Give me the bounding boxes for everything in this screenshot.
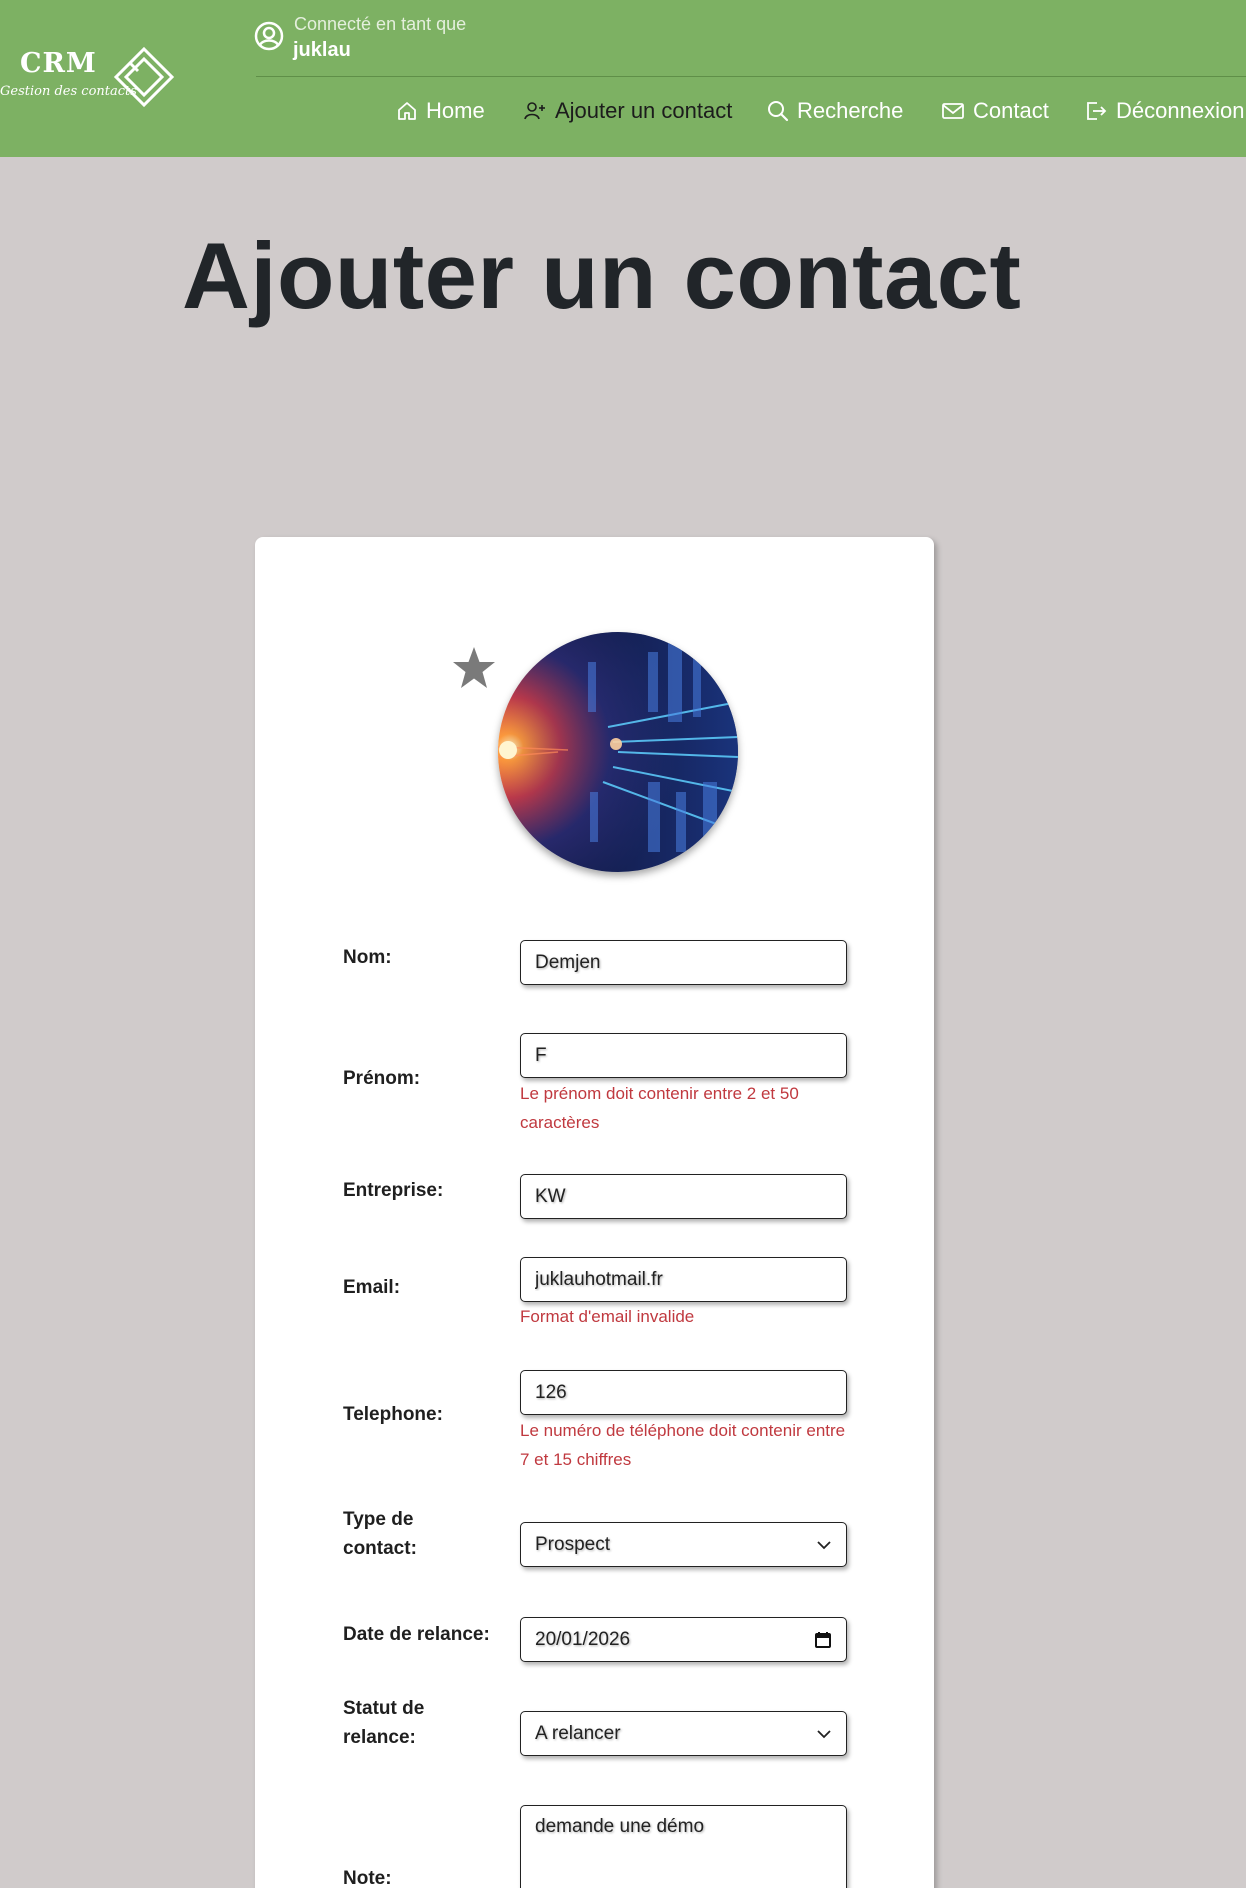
nav-logout[interactable] [1084,96,1244,126]
email-error: Format d'email invalide [520,1307,695,1326]
nav-contact[interactable] [941,96,1049,126]
nav-contact-label: Contact [973,98,1049,123]
prenom-input[interactable] [520,1033,847,1078]
chevron-down-icon [816,1729,832,1739]
logout-icon [1084,100,1108,122]
header-divider [256,76,1246,77]
logo-subtitle: Gestion des contacts [0,84,137,99]
telephone-input[interactable] [520,1370,847,1415]
envelope-icon [941,101,965,121]
email-label: Email: [343,1277,401,1298]
contact-form-card [255,537,934,1888]
nav-add-contact[interactable] [523,96,732,126]
note-value: demande une démo [535,1816,705,1837]
entreprise-value: KW [535,1185,566,1207]
date-relance-value: 20/01/2026 [535,1628,631,1650]
telephone-error: Le numéro de téléphone doit contenir entre 7 et 15 chiffres [520,1421,846,1469]
logged-as-caption: Connecté en tant que [294,14,467,34]
entreprise-label: Entreprise: [343,1180,444,1201]
nom-input[interactable] [520,940,847,985]
entreprise-input[interactable] [520,1174,847,1219]
user-plus-icon [523,100,547,122]
type-contact-select[interactable] [520,1522,847,1567]
nav-logout-label: Déconnexion [1116,98,1245,123]
nav-home[interactable] [396,96,485,126]
date-relance-input[interactable] [520,1617,847,1662]
contact-photo[interactable] [498,632,738,872]
nav-search-label: Recherche [797,98,904,123]
type-contact-value: Prospect [535,1533,610,1555]
top-navbar [0,0,1246,157]
nom-value: Demjen [535,951,601,973]
user-circle-icon [254,21,284,51]
nav-search[interactable] [767,96,903,126]
nav-add-contact-label: Ajouter un contact [555,98,733,123]
telephone-label: Telephone: [343,1404,443,1425]
prenom-value: F [535,1044,547,1066]
telephone-value: 126 [535,1381,567,1403]
search-icon [767,100,789,122]
statut-relance-select[interactable] [520,1711,847,1756]
star-icon[interactable] [451,645,497,691]
page-title: Ajouter un contact [182,223,1022,328]
username: juklau [293,39,351,61]
statut-relance-value: A relancer [535,1722,621,1744]
nom-label: Nom: [343,947,392,968]
statut-relance-label: Statut de relance: [343,1698,425,1748]
nav-home-label: Home [426,98,485,123]
contact-photo-image [498,632,738,872]
type-contact-label: Type de contact: [343,1509,417,1559]
prenom-error: Le prénom doit contenir entre 2 et 50 caractères [520,1084,799,1132]
chevron-down-icon [816,1540,832,1550]
email-input[interactable] [520,1257,847,1302]
note-textarea[interactable] [520,1805,847,1888]
note-label: Note: [343,1868,392,1888]
date-relance-label: Date de relance: [343,1624,490,1645]
logo-title: CRM [20,48,97,79]
calendar-icon[interactable] [814,1631,832,1649]
email-value: juklauhotmail.fr [535,1268,663,1290]
home-icon [396,100,418,122]
prenom-label: Prénom: [343,1068,421,1089]
main-nav [0,96,1246,128]
